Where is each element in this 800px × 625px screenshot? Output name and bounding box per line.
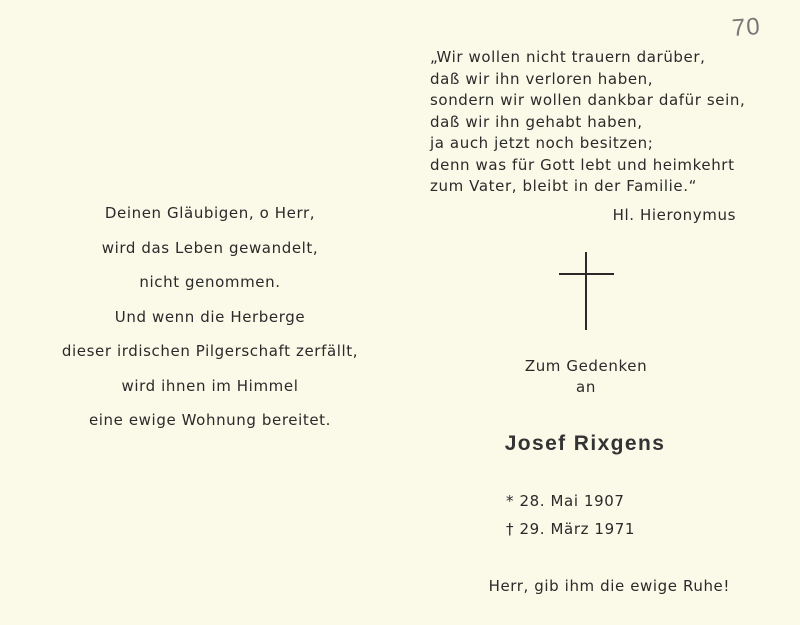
cross-icon: [556, 252, 616, 332]
quote-line: „Wir wollen nicht trauern darüber,: [430, 48, 706, 66]
quote-line: sondern wir wollen dankbar dafür sein,: [430, 91, 746, 109]
quote-line: ja auch jetzt noch besitzen;: [430, 134, 654, 152]
verse-line: wird ihnen im Himmel: [121, 376, 299, 395]
quote-line: zum Vater, bleibt in der Familie.“: [430, 177, 697, 195]
verse-line: dieser irdischen Pilgerschaft zerfällt,: [61, 342, 359, 360]
memorial-heading: [486, 356, 686, 398]
quote-line: daß wir ihn verloren haben,: [430, 69, 654, 88]
memorial-line: Zum Gedenken: [524, 357, 648, 375]
verse-line: Deinen Gläubigen, o Herr,: [104, 204, 316, 222]
death-date: † 29. März 1971: [506, 520, 636, 538]
quote-line: denn was für Gott lebt und heimkehrt: [430, 155, 735, 174]
left-verse: [20, 196, 400, 438]
verse-line: wird das Leben gewandelt,: [101, 238, 319, 257]
verse-line: Und wenn die Herberge: [114, 307, 306, 326]
verse-line: eine ewige Wohnung bereitet.: [88, 411, 332, 429]
deceased-name: Josef Rixgens: [504, 432, 666, 455]
verse-line: nicht genommen.: [139, 273, 281, 291]
quote-block: [430, 47, 760, 198]
archive-number: 70: [731, 13, 762, 42]
life-dates: [506, 487, 666, 543]
closing-prayer: Herr, gib ihm die ewige Ruhe!: [488, 577, 730, 595]
memorial-line: an: [576, 378, 596, 396]
quote-attribution: Hl. Hieronymus: [612, 206, 736, 224]
quote-line: daß wir ihn gehabt haben,: [430, 112, 643, 131]
birth-date: * 28. Mai 1907: [506, 492, 625, 510]
